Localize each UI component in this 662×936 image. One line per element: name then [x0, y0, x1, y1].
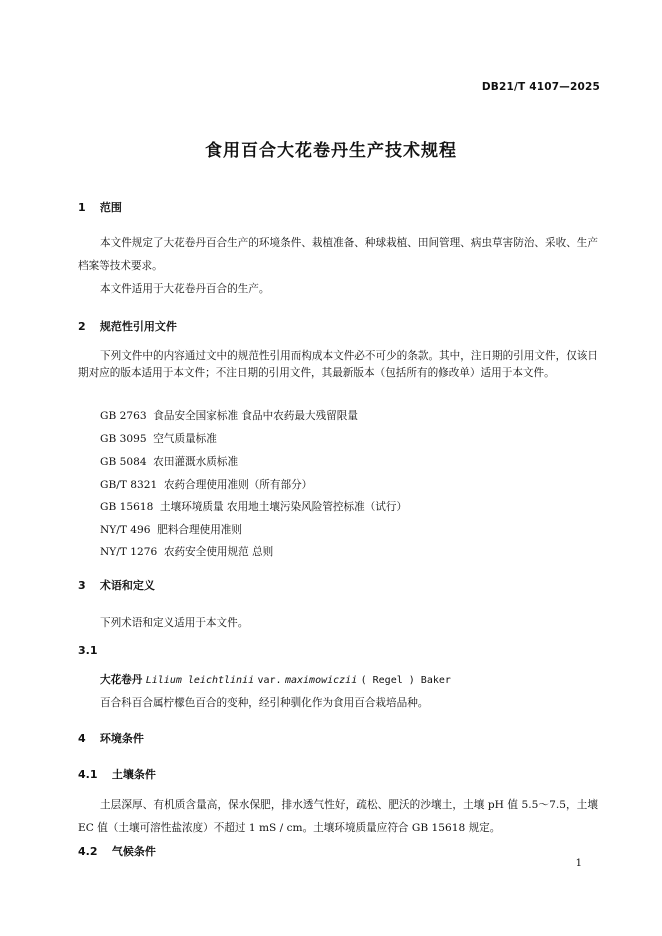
term-latin-variety: maximowiczii — [284, 675, 358, 686]
term-definition: 百合科百合属柠檬色百合的变种，经引种驯化作为食用百合栽培品种。 — [100, 697, 429, 709]
subsection-number: 4.1 — [78, 768, 98, 781]
section-3-heading — [78, 577, 155, 593]
section-1-heading — [78, 199, 122, 215]
section-number: 3 — [78, 579, 86, 592]
reference-item: NY/T 496 肥料合理使用准则 — [100, 524, 242, 536]
term-latin-genus-species: Lilium leichtlinii — [145, 675, 255, 686]
reference-item: GB/T 8321 农药合理使用准则（所有部分） — [100, 479, 313, 491]
section-title: 环境条件 — [99, 732, 144, 745]
term-variety-marker: var. — [257, 675, 282, 686]
section-number: 4 — [78, 732, 86, 745]
section-1-paragraph-2: 本文件适用于大花卷丹百合的生产。 — [100, 283, 270, 295]
reference-item: GB 15618 土壤环境质量 农用地土壤污染风险管控标准（试行） — [100, 501, 408, 513]
term-chinese-name: 大花卷丹 — [100, 674, 143, 686]
section-title: 规范性引用文件 — [99, 320, 177, 333]
reference-item: NY/T 1276 农药安全使用规范 总则 — [100, 546, 274, 558]
section-number: 2 — [78, 320, 86, 333]
reference-item: GB 3095 空气质量标准 — [100, 433, 217, 445]
page-number: 1 — [575, 858, 582, 869]
subsection-4-1-paragraph: 土层深厚、有机质含量高，保水保肥，排水透气性好，疏松、肥沃的沙壤土，土壤 pH 值 5.5～7.5，土壤 EC 值（土壤可溶性盐浓度）不超过 1 mS / cm。土壤环境质量应符合 GB 15618 规定。 — [78, 799, 598, 834]
section-3-paragraph-1: 下列术语和定义适用于本文件。 — [100, 617, 249, 629]
reference-item: GB 2763 食品安全国家标准 食品中农药最大残留限量 — [100, 410, 358, 422]
section-title: 范围 — [99, 201, 122, 214]
section-4-heading — [78, 730, 144, 746]
subsection-title: 土壤条件 — [111, 768, 156, 781]
term-number: 3.1 — [78, 644, 98, 657]
document-number: DB21/T 4107—2025 — [481, 81, 600, 93]
section-1-paragraph-1: 本文件规定了大花卷丹百合生产的环境条件、栽植准备、种球栽植、田间管理、病虫草害防治、采收、生产档案等技术要求。 — [78, 237, 598, 272]
section-number: 1 — [78, 201, 86, 214]
term-entry — [100, 672, 451, 687]
subsection-title: 气候条件 — [111, 845, 156, 858]
section-2-heading — [78, 318, 177, 334]
term-author: ( Regel ) Baker — [360, 675, 451, 686]
section-2-paragraph-1: 下列文件中的内容通过文中的规范性引用而构成本文件必不可少的条款。其中，注日期的引用文件，仅该日期对应的版本适用于本文件；不注日期的引用文件，其最新版本（包括所有的修改单）适用于本文件。 — [78, 350, 598, 379]
document-title: 食用百合大花卷丹生产技术规程 — [205, 141, 457, 161]
reference-item: GB 5084 农田灌溉水质标准 — [100, 456, 239, 468]
subsection-number: 4.2 — [78, 845, 98, 858]
subsection-4-1-heading — [78, 766, 156, 782]
subsection-4-2-heading — [78, 843, 156, 859]
section-title: 术语和定义 — [99, 579, 155, 592]
